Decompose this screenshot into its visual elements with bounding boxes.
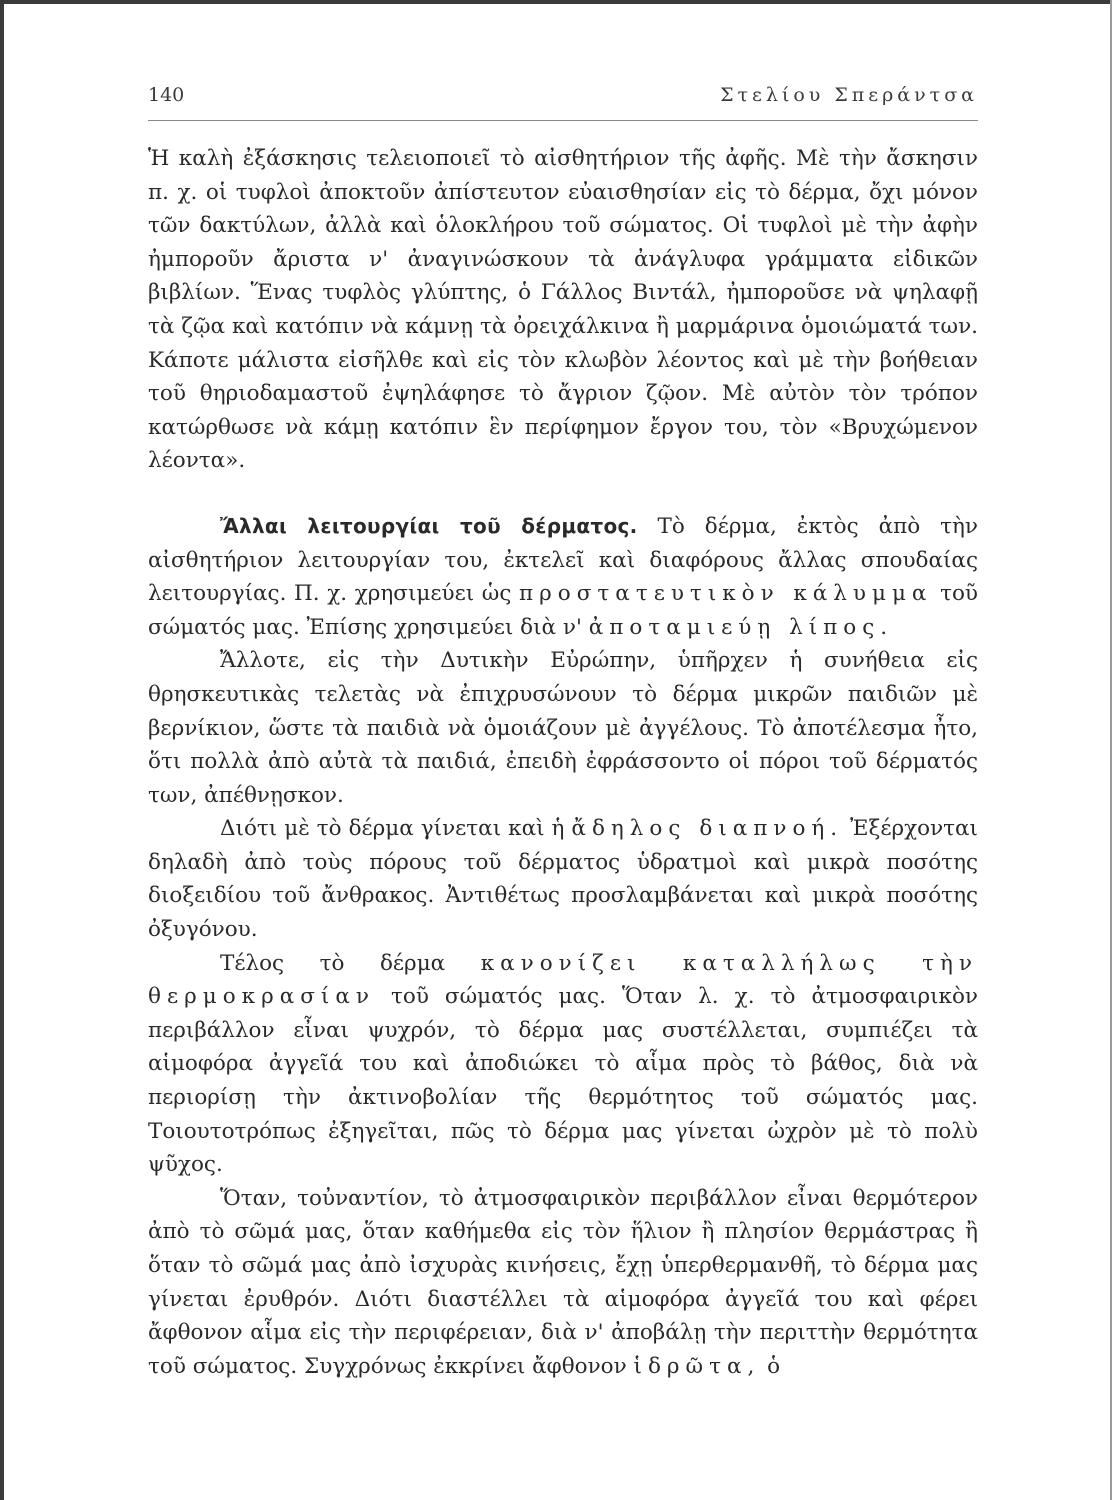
- page-body: [148, 142, 978, 1383]
- text-run: Ὅταν, τοὐναντίον, τὸ ἀτμοσφαιρικὸν περιβάλλον εἶναι θερμότερον ἀπὸ τὸ σῶμά μας, ὅταν καθήμεθα εἰς τὸν ἥλιον ἢ πλησίον θερμάστρας ἢ ὅταν τὸ σῶμά μας ἀπὸ ἰσχυρὰς κινήσεις, ἔχῃ ὑπερθερμανθῆ, τὸ δέρμα μας γίνεται ἐρυθρόν. Διότι διαστέλλει τὰ αἱμοφόρα ἀγγεῖά του καὶ φέρει ἄφθονον αἷμα εἰς τὴν περιφέρειαν, διὰ ν' ἀποβάλῃ τὴν περιττὴν θερμότητα τοῦ σώματος. Συγχρόνως ἐκκρίνει ἄφθονον: [148, 1185, 978, 1379]
- running-header: [148, 84, 978, 114]
- page-number: 140: [148, 84, 185, 106]
- running-title: Στελίου Σπεράντσα: [720, 84, 978, 106]
- paragraph-temperature: [148, 947, 978, 1182]
- text-run: Τέλος τὸ δέρμα: [220, 950, 481, 976]
- emphasis-spaced: ἄδηλος διαπνοή.: [571, 816, 844, 842]
- page-edge-top: [0, 0, 1112, 4]
- emphasis-spaced: ἀποταμιεύῃ λίπος.: [588, 614, 894, 640]
- page-edge-left: [0, 0, 4, 1500]
- paragraph-other-functions: [148, 510, 978, 644]
- emphasis-spaced: ἱδρῶτα,: [633, 1353, 761, 1379]
- paragraph-perspiration: [148, 812, 978, 946]
- paragraph-heat: [148, 1182, 978, 1384]
- paragraph-touch-training: Ἡ καλὴ ἐξάσκησις τελειοποιεῖ τὸ αἰσθητήριον τῆς ἀφῆς. Μὲ τὴν ἄσκησιν π. χ. οἱ τυφλοὶ ἀποκτοῦν ἀπίστευτον εὐαισθησίαν εἰς τὸ δέρμα, ὄχι μόνον τῶν δακτύλων, ἀλλὰ καὶ ὁλοκλήρου τοῦ σώματος. Οἱ τυφλοὶ μὲ τὴν ἀφὴν ἠμποροῦν ἄριστα ν' ἀναγινώσκουν τὰ ἀνάγλυφα γράμματα εἰδικῶν βιβλίων. Ἕνας τυφλὸς γλύπτης, ὁ Γάλλος Βιντάλ, ἠμποροῦσε νὰ ψηλαφῇ τὰ ζῷα καὶ κατόπιν νὰ κάμνῃ τὰ ὀρειχάλκινα ἢ μαρμάρινα ὁμοιώματά των. Κάποτε μάλιστα εἰσῆλθε καὶ εἰς τὸν κλωβὸν λέοντος καὶ μὲ τὴν βοήθειαν τοῦ θηριοδαμαστοῦ ἐψηλάφησε τὸ ἄγριον ζῷον. Μὲ αὐτὸν τὸν τρόπον κατώρθωσε νὰ κάμῃ κατόπιν ἓν περίφημον ἔργον του, τὸν «Βρυχώμενον λέοντα».: [148, 146, 978, 474]
- emphasis-spaced: προστατευτικὸν κάλυμμα: [519, 581, 933, 607]
- header-rule: [148, 120, 978, 121]
- text-run: τοῦ σώματός μας. Ὅταν λ. χ. τὸ ἀτμοσφαιρικὸν περιβάλλον εἶναι ψυχρόν, τὸ δέρμα μας συστέλλεται, συμπιέζει τὰ αἱμοφόρα ἀγγεῖά του καὶ ἀποδιώκει τὸ αἷμα πρὸς τὸ βάθος, διὰ νὰ περιορίσῃ τὴν ἀκτινοβολίαν τῆς θερμότητος τοῦ σώματός μας. Τοιουτοτρόπως ἐξηγεῖται, πῶς τὸ δέρμα μας γίνεται ὠχρὸν μὲ τὸ πολὺ ψῦχος.: [148, 984, 978, 1178]
- text-run: τοῦ σώματός μας. Ἐπίσης χρησιμεύει διὰ ν': [148, 581, 978, 640]
- text-run: Διότι μὲ τὸ δέρμα γίνεται καὶ ἡ: [220, 816, 572, 842]
- section-heading: Ἄλλαι λειτουργίαι τοῦ δέρματος.: [220, 513, 638, 538]
- paragraph-gilded-children: Ἄλλοτε, εἰς τὴν Δυτικὴν Εὐρώπην, ὑπῆρχεν ἡ συνήθεια εἰς θρησκευτικὰς τελετὰς νὰ ἐπιχρυσώνουν τὸ δέρμα μικρῶν παιδιῶν μὲ βερνίκιον, ὥστε τὰ παιδιὰ νὰ ὁμοιάζουν μὲ ἀγγέλους. Τὸ ἀποτέλεσμα ἦτο, ὅτι πολλὰ ἀπὸ αὐτὰ τὰ παιδιά, ἐπειδὴ ἐφράσσοντο οἱ πόροι τοῦ δέρματός των, ἀπέθνῃσκον.: [148, 648, 978, 808]
- emphasis-spaced: κανονίζει καταλλήλως τὴν θερμοκρασίαν: [148, 950, 978, 1010]
- text-run: ὁ: [760, 1353, 781, 1379]
- text-run: Ἐξέρχονται δηλαδὴ ἀπὸ τοὺς πόρους τοῦ δέρματος ὑδρατμοὶ καὶ μικρὰ ποσότης διοξειδίου τοῦ ἄνθρακος. Ἀντιθέτως προσλαμβάνεται καὶ μικρὰ ποσότης ὀξυγόνου.: [148, 816, 978, 943]
- text-run: Τὸ δέρμα, ἐκτὸς ἀπὸ τὴν αἰσθητήριον λειτουργίαν του, ἐκτελεῖ καὶ διαφόρους ἄλλας σπουδαίας λειτουργίας. Π. χ. χρησιμεύει ὡς: [148, 513, 978, 607]
